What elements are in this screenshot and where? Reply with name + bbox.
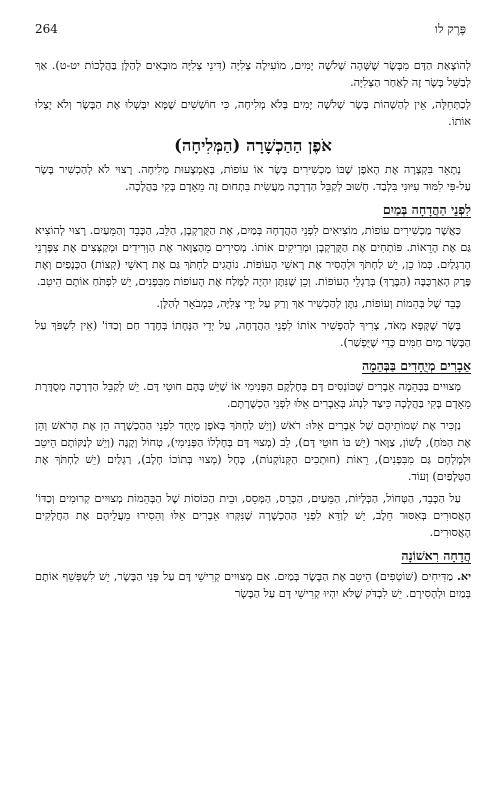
section1-paragraph: כַּאֲשֶׁר מַכְשִׁירִים עוֹפוֹת, מוֹצִיאִים לִפְנֵי הַהֲדָחָה בְּמַיִם, אֶת הַקֻּרְקְבָן, הַלֵּב, הַכָּבֵד וְהַמֵּעַיִם. רָצוּי לְהוֹצִיא גַּם אֶת הָרֵאוֹת. פּוֹתְחִים אֶת הַקֻּרְקְבָן וּמְרִיקִים אוֹתוֹ. מְסִירִים מֵהַצַּוָּאר אֶת הַוְּרִידִים וּמְקַצְּצִים אֶת צִפָּרְנֵי הָרַגְלַיִם. כְּמוֹ כֵן, יֵשׁ לַחְתֹּךְ וּלְהָסִיר אֶת רָאשֵׁי הָעוֹפוֹת. נוֹהֲגִים לַחְתֹּךְ גַּם אֶת רָאשֵׁי (קְצוֹת) הַכְּנָפַיִם וְאֶת פֶּרֶק הָאַרְכֻּבָּה (הַבֶּרֶךְ) בְּרַגְלֵי הָעוֹפוֹת. וְכֵן שֶׁנִּתָּן יִהְיֶה לַמֶּלַח אֶת הָעוֹפוֹת מִבִּפְנִים, יֵשׁ לִפְתֹּחַ אוֹתָם הֵיטֵב.	[35, 224, 471, 288]
section1-paragraph: כָּבֵד שֶׁל בְּהֵמוֹת וְעוֹפוֹת, נִתָּן לְהַכְשִׁיר אַךְ וְרַק עַל יְדֵי צְלִיָּה, כִּמְבֹאָר לְהַלָּן.	[156, 297, 461, 310]
section-heading-first-rinse: הֲדָחָה רִאשׁוֹנָה	[401, 548, 471, 563]
section3-paragraph	[35, 568, 471, 602]
paragraph-number: יא.	[456, 569, 471, 583]
main-heading: אֹפֶן הַהַכְשָׁרָה (הַמְּלִיחָה)	[174, 136, 332, 155]
section2-paragraph: מְצוּיִים בַּבְּהֵמָה אֵבָרִים שֶׁכּוֹנְסִים דָּם בְּחֶלְקָם הַפְּנִימִי אוֹ שֶׁיֵּשׁ בָּהֶם חוּטֵי דָּם. יֵשׁ לְקַבֵּל הַדְרָכָה מְסֻדֶּרֶת מֵאָדָם בָּקִי בַּהֲלָכָה כֵּיצַד לִנְהֹג בְּאֵבָרִים אֵלּוּ לִפְנֵי הַכְשָׁרָתָם.	[35, 380, 471, 410]
page-body	[35, 57, 471, 607]
intro-paragraph: לְכַתְּחִלָּה, אֵין לְהַשְׁהוֹת בָּשָׂר שְׁלֹשָׁה יָמִים בְּלֹא מְלִיחָה, כִּי חוֹשְׁשִׁים שֶׁמָּא יִבָּשְׁלוּ אֶת הַבָּשָׂר וְלֹא יָצְלוּ אוֹתוֹ.	[35, 98, 471, 128]
section-heading-special-organs: אֵבָרִים מְיֻחָדִים בַּבְּהֵמָה	[362, 358, 471, 373]
section3-paragraph-text: מַדִּיחִים (שׁוֹטְפִים) הֵיטֵב אֶת הַבָּשָׂר בְּמַיִם. אִם מְצוּיִים קְרִישֵׁי דָּם עַל פְּנֵי הַבָּשָׂר, יֵשׁ לִשְׁפְּשֵׁף אוֹתָם בְּמַיִם וּלְהָסִירָם. יֵשׁ לִבְדֹּק שֶׁלֹּא יִהְיוּ קְרִישֵׁי דָּם עַל הַבָּשָׂר	[35, 570, 471, 600]
chapter-label: פֶּרֶק לו	[434, 22, 466, 36]
section2-paragraph: נַזְכִּיר אֶת שְׁמוֹתֵיהֶם שֶׁל אֵבָרִים אֵלּוּ: רֹאשׁ (וְיֵשׁ לַחְתֹּךְ בְּאֹפֶן מְיֻחָד לִפְנֵי הַהַכְשָׁרָה הֵן אֶת הָרֹאשׁ וְהֵן אֶת הַמֹּחַ), לָשׁוֹן, צַוָּאר (יֵשׁ בּוֹ חוּטֵי דָּם), לֵב (מְצוּי דָּם בְּחֶלְלוֹ הַפְּנִימִי), טְחוֹל וְקָנֶה (וְיֵשׁ לְנַקּוֹתָם הֵיטֵב וּלְמָלְחָם גַּם מִבִּפְנִים), רֵאוֹת (חוּתְכִים הַקְּנוֹקְנוֹת), כָּחָל (מְצוּי בְּתוֹכוֹ חָלָב), רַגְלַיִם (יֵשׁ לַחְתֹּךְ אֶת הַטְּלָפַיִם) וְעוֹד.	[35, 419, 471, 483]
section-heading-before-rinse: לִפְנֵי הַהֲדָחָה בְּמַיִם	[382, 202, 471, 217]
page-header	[35, 22, 468, 42]
main-intro-paragraph: נְתָאֵר בִּקְצָרָה אֶת הָאֹפֶן שֶׁבּוֹ מַכְשִׁירִים בָּשָׂר אוֹ עוֹפוֹת, בְּאֶמְצָעוּת מְלִיחָה. רָצוּי לֹא לְהַכְשִׁיר בָּשָׂר עַל-פִּי לִמּוּד עִיּוּנִי בִּלְבַד. חָשׁוּב לְקַבֵּל הַדְרָכָה מַעֲשִׂית בִּתְחוּם זֶה מֵאָדָם בָּקִי בַּהֲלָכָה.	[35, 163, 471, 193]
intro-paragraph: לְהוֹצָאַת הַדָּם מִבָּשָׂר שֶׁשָּׁהָה שְׁלֹשָׁה יָמִים, מוֹעִילָה צְלִיָּה (דִּינֵי צְלִיָּה מוּבָאִים לְהַלָּן בַּהֲלָכוֹת יט-ט). אַךְ לְבַשֵּׁל בָּשָׂר זֶה לְאַחַר הַצְּלִיָּה.	[35, 59, 471, 89]
section1-paragraph: בָּשָׂר שֶׁקָּפָא מְאֹד, צָרִיךְ לְהַפְשִׁיר אוֹתוֹ לִפְנֵי הַהֲדָחָה, עַל יְדֵי הַנָּחָתוֹ בְּחֶדֶר חַם וְכַדּוֹ' (אֵין לִשְׁפֹּךְ עַל הַבָּשָׂר מַיִם חַמִּים כְּדֵי שֶׁיֻּפְשַׁר).	[35, 319, 471, 349]
page-number: 264	[35, 22, 58, 36]
section2-paragraph: עַל הַכָּבֵד, הַטְּחוֹל, הַכְּלָיוֹת, הַמֵּעַיִם, הַכָּרֵס, הַמְּסֵס, וּבֵית הַכּוֹסוֹת שֶׁל הַבְּהֵמוֹת מְצוּיִים קְרוּמִים וְכַדּוֹ' הָאֲסוּרִים בְּאִסּוּר חֵלֶב, יֵשׁ לְוַדֵּא לִפְנֵי הַהַכְשָׁרָה שֶׁנִּקְּרוּ אֵבָרִים אֵלּוּ וְהֵסִירוּ מֵעֲלֵיהֶם אֶת הַחֲלָקִים הָאֲסוּרִים.	[35, 492, 471, 539]
